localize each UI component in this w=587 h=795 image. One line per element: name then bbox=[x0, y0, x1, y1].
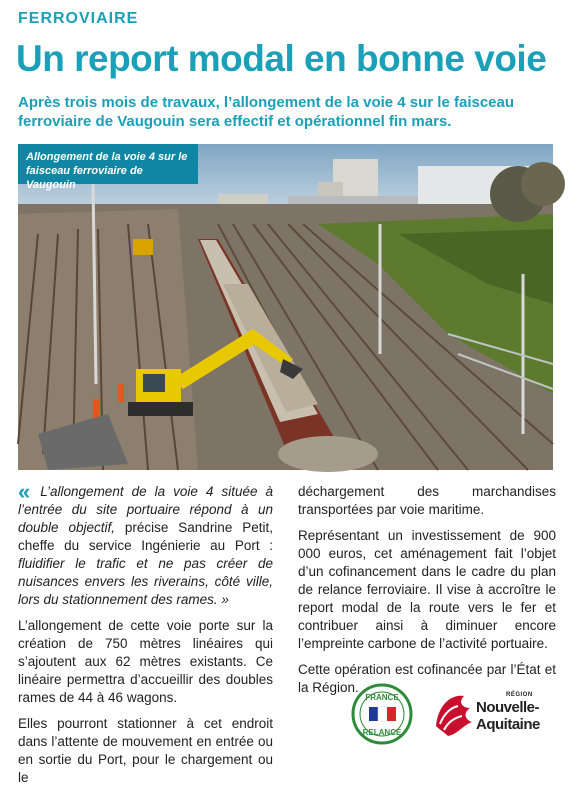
quote-part-b: fluidifier le trafic et ne pas créer de nuisances envers les riverains, côté ville, lors du stationnement des rames. » bbox=[18, 556, 273, 607]
kicker: FERROVIAIRE bbox=[18, 10, 139, 27]
photo-caption: Allongement de la voie 4 sur le faisceau ferroviaire de Vaugouin bbox=[18, 144, 198, 184]
nouvelle-aquitaine-logo bbox=[428, 686, 558, 742]
page-title: Un report modal en bonne voie bbox=[16, 38, 547, 79]
region-label: RÉGION bbox=[506, 692, 533, 698]
worker bbox=[118, 384, 124, 402]
svg-text:RELANCE: RELANCE bbox=[362, 728, 402, 737]
body-paragraph: Cette opération est cofinancée par l’État et la Région. bbox=[298, 662, 556, 695]
region-name-line1: Nouvelle- bbox=[476, 699, 540, 716]
france-relance-logo bbox=[347, 683, 417, 745]
body-paragraph: Elles pourront stationner à cet endroit dans l’attente de mouvement en entrée ou en sortie du Port, pour le chargement ou le bbox=[18, 716, 273, 785]
quote-paragraph bbox=[18, 479, 273, 609]
svg-text:FRANCE: FRANCE bbox=[365, 693, 399, 702]
article-photo bbox=[18, 144, 553, 470]
lead-paragraph: Après trois mois de travaux, l’allongement de la voie 4 sur le faisceau ferroviaire de Vaugouin sera effectif et opérationnel fin mars. bbox=[18, 94, 515, 130]
quote-part-a: L’allongement de la voie 4 située à l’entrée du site portuaire répond à un double objectif, bbox=[18, 484, 273, 535]
region-name-line2: Aquitaine bbox=[476, 716, 540, 733]
body-paragraph: L’allongement de cette voie porte sur la création de 750 mètres linéaires qui s’ajoutent aux 62 mètres existants. Ce linéaire permettra d’accueillir des doubles rames de 44 à 46 wagons. bbox=[18, 618, 273, 705]
tree bbox=[521, 162, 565, 206]
attribution: précise Sandrine Petit, cheffe du service Ingénierie au Port : bbox=[18, 520, 273, 553]
quote-mark-icon: « bbox=[18, 479, 31, 504]
body-paragraph: déchargement des marchandises transportées par voie maritime. bbox=[298, 484, 556, 517]
article-column-right bbox=[298, 483, 556, 705]
small-machine bbox=[133, 239, 153, 255]
worker bbox=[93, 399, 100, 419]
body-paragraph: Représentant un investissement de 900 000 euros, cet aménagement fait l’objet d’un cofinancement dans le cadre du plan de relance ferroviaire. Il vise à accroître le report modal de la route vers le fer et contribuer ainsi à diminuer encore l’empreinte carbone de l’activité portuaire. bbox=[298, 528, 556, 651]
gravel-pile bbox=[278, 436, 378, 472]
article-column-left bbox=[18, 479, 273, 795]
railyard-illustration bbox=[18, 144, 553, 470]
